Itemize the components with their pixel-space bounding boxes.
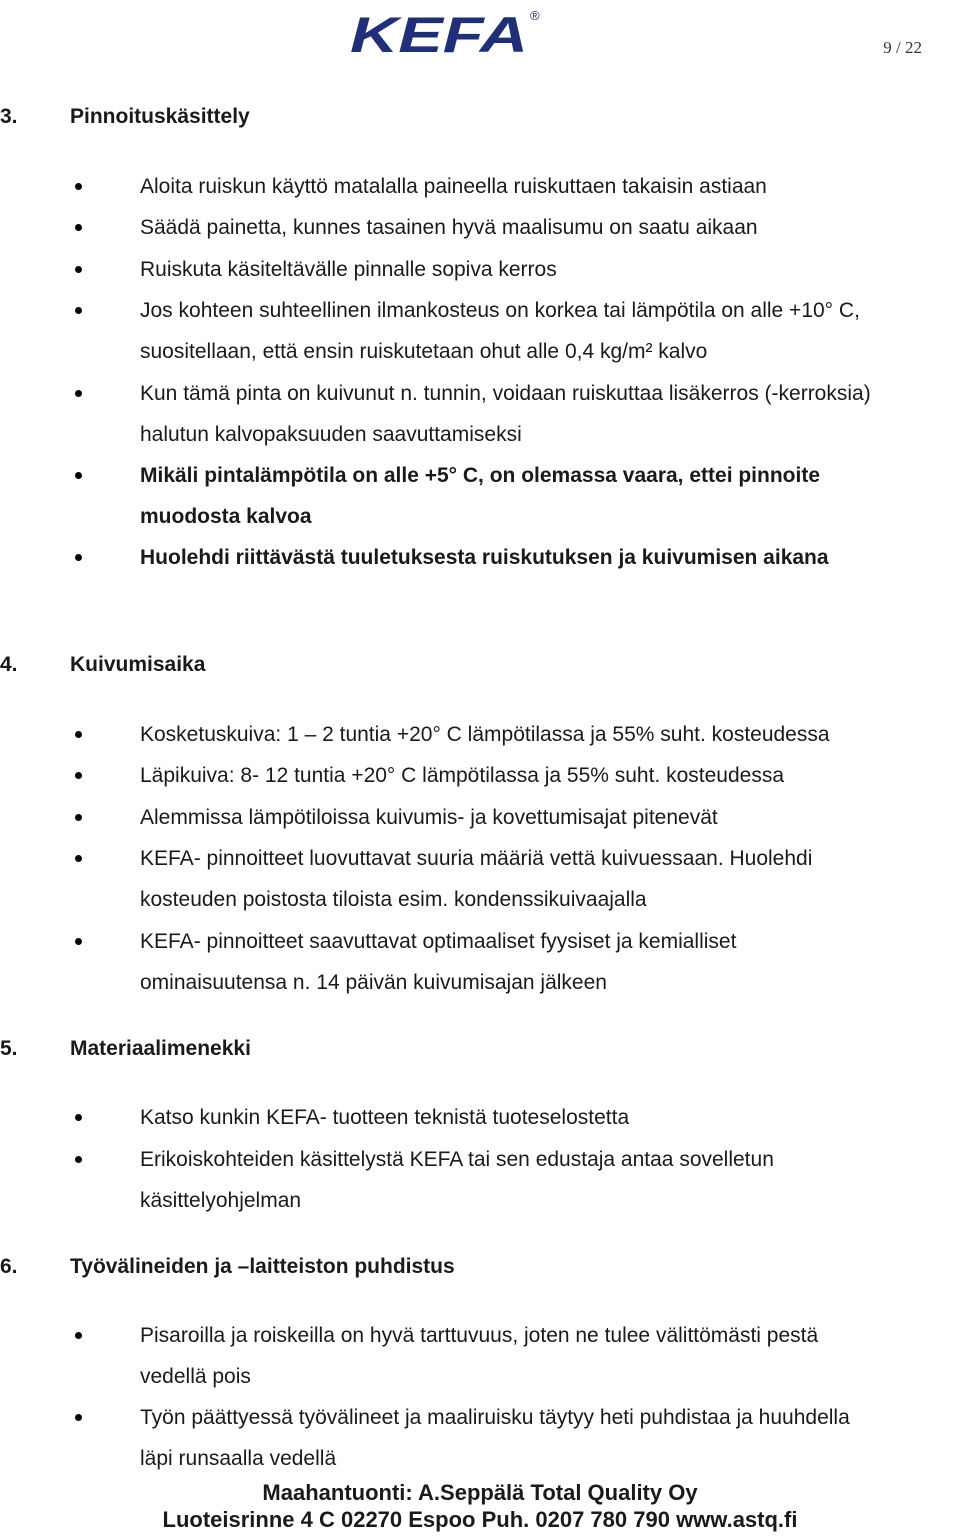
section-title: Työvälineiden ja –laitteiston puhdistus	[70, 1255, 455, 1278]
list-item: KEFA- pinnoitteet saavuttavat optimaaliset fyysiset ja kemialliset ominaisuutensa n. 14 päivän kuivumisajan jälkeen	[140, 921, 958, 1003]
list-item: Kosketuskuiva: 1 – 2 tuntia +20° C lämpötilassa ja 55% suht. kosteudessa	[140, 714, 958, 755]
list-item: Alemmissa lämpötiloissa kuivumis- ja kovettumisajat pitenevät	[140, 797, 958, 838]
section-title: Materiaalimenekki	[70, 1037, 251, 1060]
registered-mark: ®	[530, 8, 540, 23]
list-item: Mikäli pintalämpötila on alle +5° C, on olemassa vaara, ettei pinnoite muodosta kalvoa	[140, 455, 958, 537]
list-item: Jos kohteen suhteellinen ilmankosteus on korkea tai lämpötila on alle +10° C, suositellaan, että ensin ruiskutetaan ohut alle 0,4 kg/m² kalvo	[140, 290, 958, 372]
kefa-logo	[350, 6, 542, 56]
list-item: Työn päättyessä työvälineet ja maaliruisku täytyy heti puhdistaa ja huuhdella läpi runsaalla vedellä	[140, 1397, 958, 1479]
list-item: Aloita ruiskun käyttö matalalla paineella ruiskuttaen takaisin astiaan	[140, 166, 958, 207]
list-item: Kun tämä pinta on kuivunut n. tunnin, voidaan ruiskuttaa lisäkerros (-kerroksia) halutun kalvopaksuuden saavuttamiseksi	[140, 373, 958, 455]
list-item: Ruiskuta käsiteltävälle pinnalle sopiva kerros	[140, 249, 958, 290]
footer-address: Luoteisrinne 4 C 02270 Espoo Puh. 0207 780 790 www.astq.fi	[162, 1507, 798, 1532]
logo-wordmark: KEFA	[350, 7, 528, 56]
list-item: Läpikuiva: 8- 12 tuntia +20° C lämpötilassa ja 55% suht. kosteudessa	[140, 755, 958, 796]
list-item: Erikoiskohteiden käsittelystä KEFA tai sen edustaja antaa sovelletun käsittelyohjelman	[140, 1139, 958, 1221]
section-number: 6.	[0, 1255, 18, 1278]
page-number: 9 / 22	[883, 38, 922, 57]
list-item: Katso kunkin KEFA- tuotteen teknistä tuoteselostetta	[140, 1097, 958, 1138]
section-number: 5.	[0, 1037, 18, 1060]
list-item: KEFA- pinnoitteet luovuttavat suuria määriä vettä kuivuessaan. Huolehdi kosteuden poistosta tiloista esim. kondenssikuivaajalla	[140, 838, 958, 920]
list-item: Huolehdi riittävästä tuuletuksesta ruiskutuksen ja kuivumisen aikana	[140, 537, 958, 578]
section-number: 4.	[0, 653, 18, 676]
section-number: 3.	[0, 105, 18, 128]
section-title: Pinnoituskäsittely	[70, 105, 250, 128]
list-item: Säädä painetta, kunnes tasainen hyvä maalisumu on saatu aikaan	[140, 207, 958, 248]
section-title: Kuivumisaika	[70, 653, 206, 676]
list-item: Pisaroilla ja roiskeilla on hyvä tarttuvuus, joten ne tulee välittömästi pestä vedellä pois	[140, 1315, 958, 1397]
footer-importer: Maahantuonti: A.Seppälä Total Quality Oy	[262, 1480, 698, 1505]
